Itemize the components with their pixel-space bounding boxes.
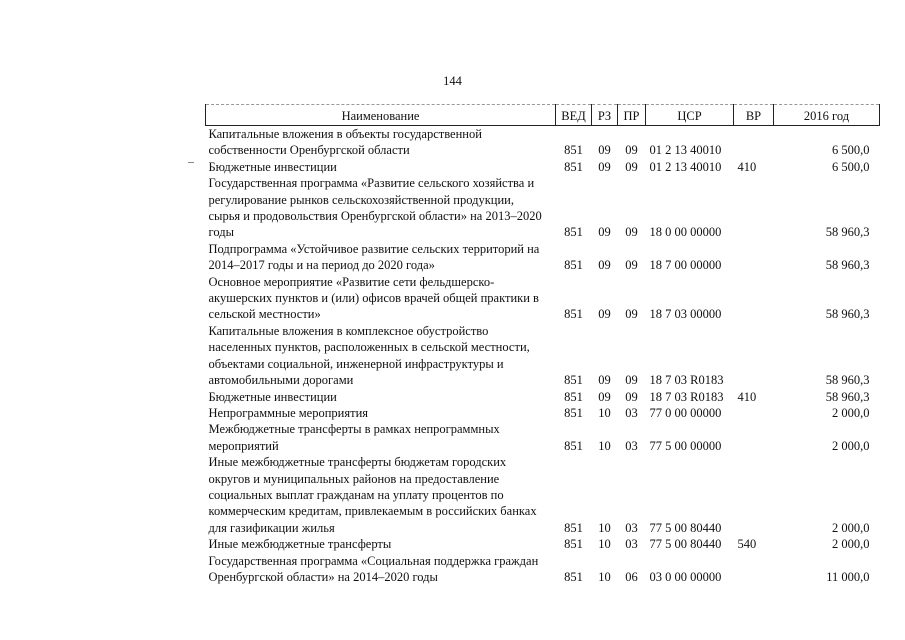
row-pr: 03 (625, 520, 638, 535)
row-ved: 851 (564, 225, 583, 240)
column-header-csr: ЦСР (646, 105, 734, 126)
row-amount: 6 500,0 (832, 143, 870, 158)
row-name: Основное мероприятие «Развитие сети фельдшерско-акушерских пунктов и (или) офисов врачей общей практики в сельской местности» (208, 274, 539, 322)
row-csr: 18 0 00 00000 (649, 225, 722, 240)
table-row (206, 536, 880, 552)
row-amount: 2 000,0 (832, 520, 870, 535)
row-rz: 09 (598, 258, 611, 273)
header-row (206, 105, 880, 126)
row-pr: 03 (625, 438, 638, 453)
row-csr: 18 7 03 R0183 (649, 389, 724, 404)
row-vr: 410 (737, 389, 757, 404)
column-header-name: Наименование (206, 105, 556, 126)
row-ved: 851 (564, 405, 583, 420)
row-amount: 6 500,0 (832, 159, 870, 174)
row-vr (734, 421, 774, 454)
row-name: Бюджетные инвестиции (208, 159, 337, 174)
table-row (206, 274, 880, 323)
row-pr: 09 (625, 225, 638, 240)
row-amount: 2 000,0 (832, 537, 870, 552)
row-amount: 58 960,3 (825, 389, 870, 404)
row-name: Непрограммные мероприятия (208, 405, 369, 420)
row-csr: 77 5 00 00000 (649, 438, 722, 453)
row-rz: 10 (598, 520, 611, 535)
row-amount: 58 960,3 (825, 307, 870, 322)
row-name: Государственная программа «Развитие сельского хозяйства и регулирование рынков сельскохозяйственной продукции, сырья и продовольствия Оренбургской области» на 2013–2020 годы (208, 176, 542, 240)
row-amount: 11 000,0 (826, 569, 870, 584)
row-ved: 851 (564, 258, 583, 273)
row-name: Межбюджетные трансферты в рамках непрограммных мероприятий (208, 422, 500, 453)
row-csr: 03 0 00 00000 (649, 569, 722, 584)
table-row (206, 454, 880, 536)
row-pr: 06 (625, 569, 638, 584)
row-amount: 58 960,3 (825, 258, 870, 273)
column-header-ved: ВЕД (556, 105, 592, 126)
table-body (206, 126, 880, 586)
row-csr: 77 0 00 00000 (649, 405, 722, 420)
page-number: 144 (443, 74, 462, 88)
row-vr (734, 454, 774, 536)
row-ved: 851 (564, 143, 583, 158)
row-vr (734, 553, 774, 586)
row-ved: 851 (564, 159, 583, 174)
row-name: Иные межбюджетные трансферты бюджетам городских округов и муниципальных районов на предоставление социальных выплат гражданам на уплату процентов по коммерческим кредитам, привлекаемым в российских банках для газификации жилья (208, 455, 537, 535)
row-vr (734, 323, 774, 389)
row-name: Иные межбюджетные трансферты (208, 537, 392, 552)
row-rz: 09 (598, 389, 611, 404)
row-pr: 03 (625, 405, 638, 420)
row-amount: 2 000,0 (832, 405, 870, 420)
row-csr: 18 7 00 00000 (649, 258, 722, 273)
row-ved: 851 (564, 307, 583, 322)
row-vr: 540 (737, 537, 757, 552)
row-rz: 09 (598, 143, 611, 158)
table-row (206, 323, 880, 389)
row-pr: 09 (625, 373, 638, 388)
row-pr: 09 (625, 258, 638, 273)
row-rz: 09 (598, 307, 611, 322)
row-amount: 58 960,3 (825, 225, 870, 240)
row-vr (734, 126, 774, 159)
column-header-vr: ВР (734, 105, 774, 126)
row-vr (734, 241, 774, 274)
row-pr: 09 (625, 389, 638, 404)
row-name: Государственная программа «Социальная поддержка граждан Оренбургской области» на 2014–2020 годы (208, 553, 539, 584)
row-ved: 851 (564, 537, 583, 552)
row-ved: 851 (564, 520, 583, 535)
row-csr: 18 7 03 R0183 (649, 373, 724, 388)
row-ved: 851 (564, 569, 583, 584)
column-header-year: 2016 год (774, 105, 880, 126)
table-row (206, 389, 880, 405)
row-name: Капитальные вложения в комплексное обустройство населенных пунктов, расположенных в сельской местности, объектами социальной, инженерной инфраструктуры и автомобильными дорогами (208, 323, 530, 388)
budget-table (205, 104, 880, 585)
row-amount: 58 960,3 (825, 373, 870, 388)
row-rz: 09 (598, 159, 611, 174)
row-csr: 18 7 03 00000 (649, 307, 722, 322)
row-csr: 77 5 00 80440 (649, 537, 722, 552)
row-pr: 09 (625, 159, 638, 174)
row-name: Подпрограмма «Устойчивое развитие сельских территорий на 2014–2017 годы и на период до 2020 года» (208, 241, 540, 273)
row-rz: 10 (598, 537, 611, 552)
row-csr: 01 2 13 40010 (649, 143, 722, 158)
row-rz: 10 (598, 405, 611, 420)
row-rz: 10 (598, 438, 611, 453)
row-vr (734, 405, 774, 421)
row-ved: 851 (564, 438, 583, 453)
column-header-rz: РЗ (592, 105, 618, 126)
table-row (206, 241, 880, 274)
row-pr: 09 (625, 307, 638, 322)
row-vr: 410 (737, 159, 757, 174)
table-row (206, 175, 880, 241)
table-row (206, 405, 880, 421)
row-pr: 09 (625, 143, 638, 158)
table-row (206, 126, 880, 159)
table-row (206, 421, 880, 454)
row-ved: 851 (564, 373, 583, 388)
table-row (206, 553, 880, 586)
row-name: Бюджетные инвестиции (208, 389, 337, 404)
row-rz: 09 (598, 225, 611, 240)
row-ved: 851 (564, 389, 583, 404)
row-name: Капитальные вложения в объекты государственной собственности Оренбургской области (208, 127, 482, 158)
row-amount: 2 000,0 (832, 438, 870, 453)
row-rz: 10 (598, 569, 611, 584)
row-vr (734, 175, 774, 241)
stray-mark (188, 162, 194, 163)
row-csr: 01 2 13 40010 (649, 159, 722, 174)
row-pr: 03 (625, 537, 638, 552)
row-csr: 77 5 00 80440 (649, 520, 722, 535)
table-row (206, 159, 880, 175)
row-rz: 09 (598, 373, 611, 388)
row-vr (734, 274, 774, 323)
column-header-pr: ПР (618, 105, 646, 126)
